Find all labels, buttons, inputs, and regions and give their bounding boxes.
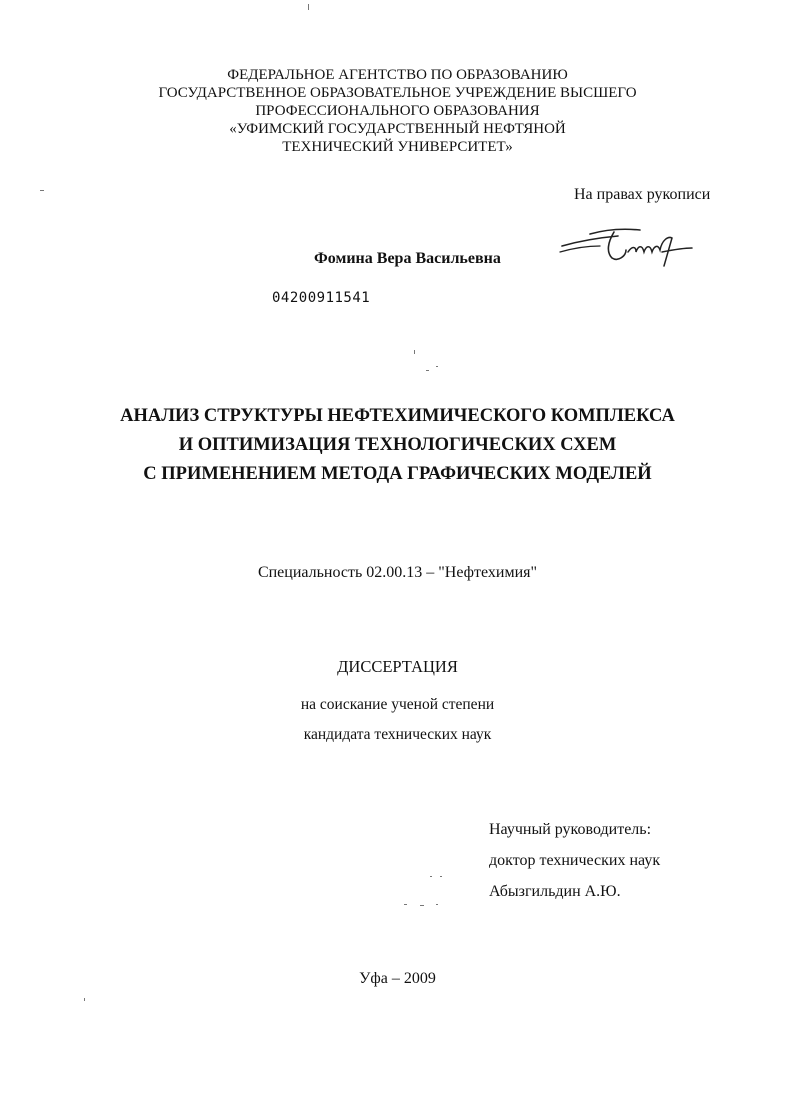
title-line: И ОПТИМИЗАЦИЯ ТЕХНОЛОГИЧЕСКИХ СХЕМ (178, 435, 617, 455)
scan-speck (436, 904, 438, 905)
supervisor-name: Абызгильдин А.Ю. (489, 883, 621, 900)
dissertation-title (0, 402, 795, 489)
scan-speck (430, 876, 432, 877)
scan-speck (404, 904, 407, 905)
scan-speck (426, 370, 429, 371)
organization-line: ТЕХНИЧЕСКИЙ УНИВЕРСИТЕТ» (282, 139, 513, 155)
organization-line: ГОСУДАРСТВЕННОЕ ОБРАЗОВАТЕЛЬНОЕ УЧРЕЖДЕНИЕ ВЫСШЕГО (158, 85, 637, 101)
catalog-code: 04200911541 (272, 290, 371, 306)
scan-speck (84, 998, 85, 1001)
organization-line: ФЕДЕРАЛЬНОЕ АГЕНТСТВО ПО ОБРАЗОВАНИЮ (227, 67, 568, 83)
scan-speck (436, 366, 438, 367)
supervisor-block (489, 814, 660, 907)
author-name: Фомина Вера Васильевна (314, 250, 501, 267)
organization-header (0, 66, 795, 156)
title-line: АНАЛИЗ СТРУКТУРЫ НЕФТЕХИМИЧЕСКОГО КОМПЛЕКСА (120, 406, 675, 426)
document-type: ДИССЕРТАЦИЯ (337, 657, 458, 676)
title-line: С ПРИМЕНЕНИЕМ МЕТОДА ГРАФИЧЕСКИХ МОДЕЛЕЙ (143, 464, 652, 484)
supervisor-rank: доктор технических наук (489, 852, 661, 869)
specialty: Специальность 02.00.13 – "Нефтехимия" (257, 564, 538, 581)
scan-speck (420, 905, 424, 906)
city-year: Уфа – 2009 (359, 970, 436, 987)
supervisor-label: Научный руководитель: (489, 821, 652, 838)
scan-speck (440, 876, 442, 877)
author-signature (556, 222, 696, 270)
scan-speck (308, 4, 309, 10)
scan-speck (414, 350, 415, 354)
organization-line: «УФИМСКИЙ ГОСУДАРСТВЕННЫЙ НЕФТЯНОЙ (229, 121, 566, 137)
degree-line: на соискание ученой степени (300, 696, 495, 713)
organization-line: ПРОФЕССИОНАЛЬНОГО ОБРАЗОВАНИЯ (255, 103, 540, 119)
degree-line: кандидата технических наук (303, 726, 492, 743)
manuscript-note: На правах рукописи (574, 186, 711, 203)
degree-info (0, 690, 795, 750)
scan-speck (40, 190, 44, 191)
